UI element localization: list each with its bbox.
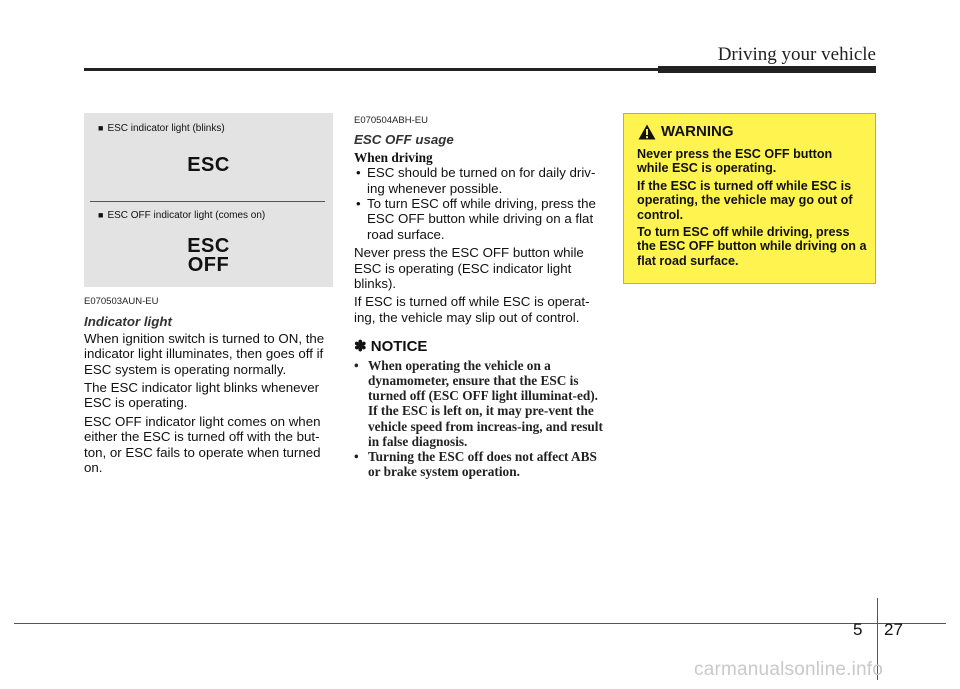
warning-paragraph: If the ESC is turned off while ESC is operating, the vehicle may go out of control.	[637, 178, 853, 222]
paragraph: ESC OFF indicator light comes on when either the ESC is turned off with the but-ton, or ESC fails to operate when turned on.	[84, 413, 321, 476]
chapter-number: 5	[853, 620, 863, 639]
list-item: • Turning the ESC off does not affect ABS or brake system operation.	[354, 448, 597, 480]
subheading: When driving	[354, 149, 433, 165]
esc-indicator-symbol: ESC	[187, 154, 230, 176]
warning-body	[637, 147, 867, 271]
page-number: 27	[884, 620, 903, 639]
paragraph: When ignition switch is turned to ON, the indicator light illuminates, then goes off if ESC system is operating normally.	[84, 330, 325, 377]
watermark: carmanualsonline.info	[694, 659, 884, 680]
indicator-figure-panel	[84, 113, 333, 287]
esc-off-usage-section	[354, 113, 606, 479]
section-code: E070503AUN-EU	[84, 296, 159, 307]
indicator-light-section	[84, 294, 334, 475]
warning-paragraph: To turn ESC off while driving, press the ESC OFF button while driving on a flat road surface.	[637, 225, 867, 268]
warning-box	[623, 113, 876, 284]
section-heading: ESC OFF usage	[354, 132, 454, 148]
warning-header	[638, 123, 734, 140]
notice-bullets	[354, 358, 606, 480]
section-title: Driving your vehicle	[717, 44, 876, 65]
footer-rule	[14, 623, 946, 624]
header-rule-accent	[658, 66, 876, 73]
warning-triangle-icon	[638, 124, 656, 140]
paragraph: The ESC indicator light blinks whenever ESC is operating.	[84, 380, 320, 411]
square-bullet-icon: ■	[98, 210, 104, 220]
warning-paragraph: Never press the ESC OFF button while ESC is operating.	[637, 147, 833, 176]
section-heading: Indicator light	[84, 314, 172, 330]
paragraph: Never press the ESC OFF button while ESC is operating (ESC indicator light blinks).	[354, 245, 584, 292]
figure-divider	[90, 201, 325, 202]
list-item: • ESC should be turned on for daily driv-ing whenever possible.	[356, 165, 596, 196]
notice-title: ✽ NOTICE	[354, 338, 428, 356]
figure-caption-esc: ■ ESC indicator light (blinks)	[98, 123, 225, 134]
list-item: • When operating the vehicle on a dynamometer, ensure that the ESC is turned off (ESC OFF light illuminat-ed). If the ESC is left on, it may pre-vent the vehicle speed from increas-ing, and result in false diagnosis.	[354, 357, 603, 449]
figure-caption-esc-off: ■ ESC OFF indicator light (comes on)	[98, 210, 266, 221]
esc-off-indicator-symbol: ESC OFF	[187, 235, 230, 276]
warning-title: WARNING	[661, 123, 734, 140]
list-item: • To turn ESC off while driving, press the ESC OFF button while driving on a flat road surface.	[356, 196, 596, 242]
usage-bullets	[354, 165, 606, 242]
paragraph: If ESC is turned off while ESC is operat-ing, the vehicle may slip out of control.	[354, 294, 590, 325]
square-bullet-icon: ■	[98, 123, 104, 133]
section-code: E070504ABH-EU	[354, 115, 428, 126]
